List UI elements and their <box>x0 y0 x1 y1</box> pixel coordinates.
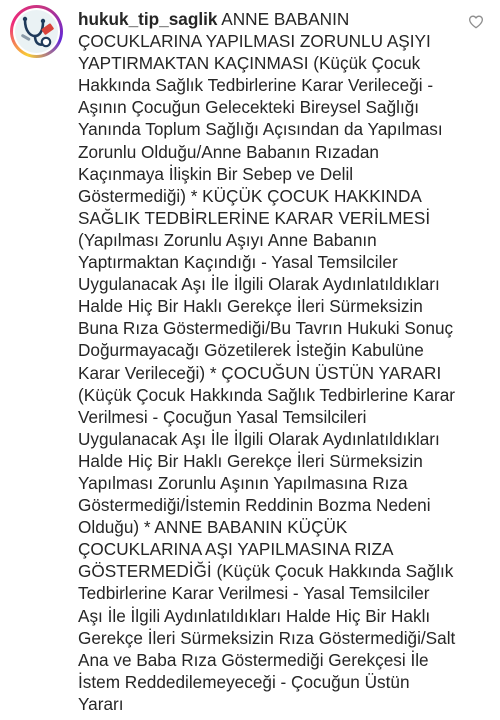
comment-text: ANNE BABANIN ÇOCUKLARINA YAPILMASI ZORUNLU AŞIYI YAPTIRMAKTAN KAÇINMASI (Küçük Çocuk Hakkında Sağlık Tedbirlerine Karar Verileceği - Aşının Çocuğun Gelecekteki Bireysel Sağlığı Yanında Toplum Sağlığı Açısından da Yapılması Zorunlu Olduğu/Anne Babanın Rızadan Kaçınmaya İlişkin Bir Sebep ve Delil Göstermediği) * KÜÇÜK ÇOCUK HAKKINDA SAĞLIK TEDBİRLERİNE KARAR VERİLMESİ (Yapılması Zorunlu Aşıyı Anne Babanın Yaptırmaktan Kaçındığı - Yasal Temsilciler Uygulanacak Aşı İle İlgili Olarak Aydınlatıldıkları Halde Hiç Bir Haklı Gerekçe İleri Sürmeksizin Buna Rıza Göstermediği/Bu Tavrın Hukuki Sonuç Doğurmayacağı Gözetilerek İsteğin Kabulüne Karar Verileceği) * ÇOCUĞUN ÜSTÜN YARARI (Küçük Çocuk Hakkında Sağlık Tedbirlerine Karar Verilmesi - Çocuğun Yasal Temsilcileri Uygulanacak Aşı İle İlgili Olarak Aydınlatıldıkları Halde Hiç Bir Haklı Gerekçe İleri Sürmeksizin Yapılması Zorunlu Aşının Yapılmasına Rıza Göstermediği/İstemin Reddinin Bozma Nedeni Olduğu) * ANNE BABANIN KÜÇÜK ÇOCUKLARINA AŞI YAPILMASINA RIZA GÖSTERMEDİĞİ (Küçük Çocuk Hakkında Sağlık Tedbirlerine Karar Verilmesi - Yasal Temsilciler Aşı İle İlgili Aydınlatıldıkları Halde Hiç Bir Haklı Gerekçe İleri Sürmeksizin Rıza Göstermediği/Salt Ana ve Baba Rıza Göstermediği Gerekçesi İle İstem Reddedilemeyeceği - Çocuğun Üstün Yararı <box>78 9 456 714</box>
avatar-image <box>15 10 58 53</box>
heart-outline-icon <box>468 14 484 30</box>
comment-username[interactable]: hukuk_tip_saglik <box>78 9 218 29</box>
like-button[interactable] <box>468 14 484 30</box>
comment-body <box>78 8 458 715</box>
avatar-ring <box>13 8 60 55</box>
avatar[interactable] <box>10 5 63 58</box>
stethoscope-logo-icon <box>15 10 58 53</box>
